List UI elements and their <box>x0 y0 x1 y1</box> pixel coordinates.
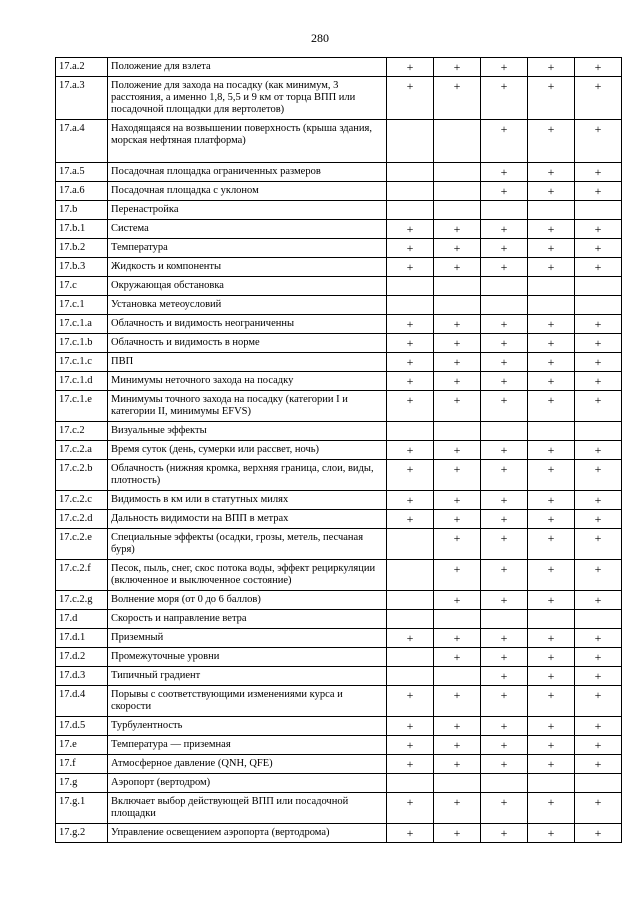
level-mark-5: + <box>575 667 622 686</box>
table-row <box>56 629 622 648</box>
table-row <box>56 686 622 717</box>
table-row <box>56 163 622 182</box>
level-mark-2: + <box>434 58 481 77</box>
row-code: 17.c.2.b <box>56 460 108 491</box>
level-mark-1 <box>387 120 434 163</box>
level-mark-1: + <box>387 736 434 755</box>
level-mark-2: + <box>434 717 481 736</box>
level-mark-2 <box>434 120 481 163</box>
level-mark-2 <box>434 774 481 793</box>
table-row <box>56 220 622 239</box>
level-mark-4: + <box>528 717 575 736</box>
level-mark-3: + <box>481 353 528 372</box>
level-mark-1: + <box>387 441 434 460</box>
level-mark-2: + <box>434 334 481 353</box>
level-mark-4: + <box>528 77 575 120</box>
level-mark-5: + <box>575 629 622 648</box>
table-row <box>56 441 622 460</box>
table-row <box>56 258 622 277</box>
row-code: 17.d.5 <box>56 717 108 736</box>
level-mark-4: + <box>528 793 575 824</box>
row-code: 17.c.2.g <box>56 591 108 610</box>
level-mark-3 <box>481 201 528 220</box>
level-mark-2: + <box>434 353 481 372</box>
row-description: Окружающая обстановка <box>108 277 387 296</box>
level-mark-3: + <box>481 182 528 201</box>
level-mark-3: + <box>481 372 528 391</box>
page-number: 280 <box>311 31 329 45</box>
level-mark-4: + <box>528 258 575 277</box>
row-description: Облачность (нижняя кромка, верхняя граница, слои, виды, плотность) <box>108 460 387 491</box>
row-description: Волнение моря (от 0 до 6 баллов) <box>108 591 387 610</box>
level-mark-2: + <box>434 686 481 717</box>
level-mark-5: + <box>575 353 622 372</box>
row-code: 17.b <box>56 201 108 220</box>
row-code: 17.b.3 <box>56 258 108 277</box>
level-mark-2: + <box>434 510 481 529</box>
table-row <box>56 491 622 510</box>
level-mark-3: + <box>481 824 528 843</box>
level-mark-2: + <box>434 77 481 120</box>
level-mark-2: + <box>434 220 481 239</box>
table-row <box>56 391 622 422</box>
level-mark-5: + <box>575 163 622 182</box>
row-code: 17.a.4 <box>56 120 108 163</box>
level-mark-2: + <box>434 648 481 667</box>
level-mark-1 <box>387 529 434 560</box>
row-code: 17.e <box>56 736 108 755</box>
level-mark-5: + <box>575 736 622 755</box>
row-code: 17.c.1.d <box>56 372 108 391</box>
table-row <box>56 591 622 610</box>
row-code: 17.c <box>56 277 108 296</box>
row-code: 17.d.4 <box>56 686 108 717</box>
level-mark-2: + <box>434 560 481 591</box>
row-description: Жидкость и компоненты <box>108 258 387 277</box>
level-mark-5: + <box>575 372 622 391</box>
row-description: ПВП <box>108 353 387 372</box>
level-mark-2: + <box>434 755 481 774</box>
row-description: Система <box>108 220 387 239</box>
table-row <box>56 460 622 491</box>
level-mark-1: + <box>387 315 434 334</box>
level-mark-1: + <box>387 824 434 843</box>
row-description: Специальные эффекты (осадки, грозы, метель, песчаная буря) <box>108 529 387 560</box>
row-description: Аэропорт (вертодром) <box>108 774 387 793</box>
table-row <box>56 793 622 824</box>
row-description: Температура — приземная <box>108 736 387 755</box>
row-description: Находящаяся на возвышении поверхность (крыша здания, морская нефтяная платформа) <box>108 120 387 163</box>
level-mark-3: + <box>481 258 528 277</box>
table-row <box>56 296 622 315</box>
level-mark-1: + <box>387 334 434 353</box>
row-description: Посадочная площадка ограниченных размеров <box>108 163 387 182</box>
table-row <box>56 529 622 560</box>
level-mark-2 <box>434 610 481 629</box>
table-row <box>56 120 622 163</box>
level-mark-2: + <box>434 239 481 258</box>
level-mark-3 <box>481 610 528 629</box>
table-row <box>56 372 622 391</box>
level-mark-1 <box>387 648 434 667</box>
level-mark-5: + <box>575 334 622 353</box>
level-mark-3: + <box>481 239 528 258</box>
row-code: 17.g.2 <box>56 824 108 843</box>
level-mark-2: + <box>434 391 481 422</box>
table-row <box>56 510 622 529</box>
row-code: 17.a.2 <box>56 58 108 77</box>
level-mark-4: + <box>528 529 575 560</box>
level-mark-1: + <box>387 258 434 277</box>
table-row <box>56 277 622 296</box>
level-mark-4: + <box>528 163 575 182</box>
level-mark-4 <box>528 296 575 315</box>
level-mark-3: + <box>481 667 528 686</box>
level-mark-2 <box>434 296 481 315</box>
level-mark-2 <box>434 163 481 182</box>
table-row <box>56 736 622 755</box>
level-mark-2 <box>434 667 481 686</box>
level-mark-2: + <box>434 491 481 510</box>
level-mark-1: + <box>387 755 434 774</box>
table-row <box>56 77 622 120</box>
level-mark-2: + <box>434 529 481 560</box>
table-row <box>56 717 622 736</box>
row-description: Приземный <box>108 629 387 648</box>
row-description: Турбулентность <box>108 717 387 736</box>
level-mark-1 <box>387 591 434 610</box>
level-mark-3: + <box>481 334 528 353</box>
level-mark-1: + <box>387 220 434 239</box>
level-mark-5: + <box>575 686 622 717</box>
row-description: Типичный градиент <box>108 667 387 686</box>
level-mark-3: + <box>481 591 528 610</box>
level-mark-2: + <box>434 441 481 460</box>
level-mark-4: + <box>528 391 575 422</box>
table-row <box>56 755 622 774</box>
level-mark-1: + <box>387 686 434 717</box>
level-mark-3: + <box>481 163 528 182</box>
level-mark-1: + <box>387 460 434 491</box>
level-mark-3: + <box>481 755 528 774</box>
row-code: 17.a.6 <box>56 182 108 201</box>
row-code: 17.c.2.f <box>56 560 108 591</box>
row-code: 17.g <box>56 774 108 793</box>
requirements-table <box>55 57 622 843</box>
row-code: 17.b.2 <box>56 239 108 258</box>
level-mark-4: + <box>528 560 575 591</box>
level-mark-1: + <box>387 77 434 120</box>
level-mark-1: + <box>387 491 434 510</box>
level-mark-2: + <box>434 315 481 334</box>
level-mark-5: + <box>575 755 622 774</box>
level-mark-4: + <box>528 824 575 843</box>
table-row <box>56 315 622 334</box>
level-mark-4: + <box>528 755 575 774</box>
row-code: 17.c.2.a <box>56 441 108 460</box>
level-mark-2: + <box>434 736 481 755</box>
table-row <box>56 774 622 793</box>
level-mark-5: + <box>575 315 622 334</box>
level-mark-4: + <box>528 120 575 163</box>
table-row <box>56 610 622 629</box>
level-mark-3: + <box>481 491 528 510</box>
level-mark-1: + <box>387 58 434 77</box>
level-mark-1 <box>387 560 434 591</box>
level-mark-5: + <box>575 258 622 277</box>
level-mark-5: + <box>575 793 622 824</box>
level-mark-5: + <box>575 460 622 491</box>
level-mark-1 <box>387 182 434 201</box>
level-mark-3: + <box>481 560 528 591</box>
level-mark-4: + <box>528 460 575 491</box>
table-row <box>56 560 622 591</box>
row-description: Облачность и видимость неограниченны <box>108 315 387 334</box>
level-mark-1 <box>387 422 434 441</box>
level-mark-4: + <box>528 182 575 201</box>
row-description: Промежуточные уровни <box>108 648 387 667</box>
level-mark-3: + <box>481 77 528 120</box>
row-code: 17.d <box>56 610 108 629</box>
level-mark-5: + <box>575 182 622 201</box>
level-mark-3: + <box>481 686 528 717</box>
level-mark-3 <box>481 277 528 296</box>
row-code: 17.c.2.c <box>56 491 108 510</box>
row-code: 17.c.1.b <box>56 334 108 353</box>
row-description: Песок, пыль, снег, скос потока воды, эффект рециркуляции (включенное и выключенное состояние) <box>108 560 387 591</box>
row-code: 17.c.1.e <box>56 391 108 422</box>
level-mark-4: + <box>528 239 575 258</box>
level-mark-1: + <box>387 793 434 824</box>
level-mark-1: + <box>387 510 434 529</box>
table-row <box>56 353 622 372</box>
table-body <box>56 58 622 843</box>
level-mark-3 <box>481 422 528 441</box>
table-row <box>56 824 622 843</box>
level-mark-1: + <box>387 717 434 736</box>
row-description: Посадочная площадка с уклоном <box>108 182 387 201</box>
table-row <box>56 201 622 220</box>
row-description: Положение для захода на посадку (как минимум, 3 расстояния, а именно 1,8, 5,5 и 9 км от торца ВПП или посадочной площадки для вертолетов) <box>108 77 387 120</box>
level-mark-5: + <box>575 824 622 843</box>
level-mark-2: + <box>434 460 481 491</box>
row-code: 17.c.2 <box>56 422 108 441</box>
row-description: Скорость и направление ветра <box>108 610 387 629</box>
level-mark-4: + <box>528 441 575 460</box>
level-mark-3: + <box>481 120 528 163</box>
row-description: Дальность видимости на ВПП в метрах <box>108 510 387 529</box>
row-description: Облачность и видимость в норме <box>108 334 387 353</box>
level-mark-1: + <box>387 239 434 258</box>
row-description: Видимость в км или в статутных милях <box>108 491 387 510</box>
level-mark-3: + <box>481 441 528 460</box>
row-description: Положение для взлета <box>108 58 387 77</box>
level-mark-2: + <box>434 793 481 824</box>
row-description: Визуальные эффекты <box>108 422 387 441</box>
level-mark-4: + <box>528 736 575 755</box>
level-mark-2 <box>434 277 481 296</box>
level-mark-4: + <box>528 629 575 648</box>
level-mark-5 <box>575 296 622 315</box>
level-mark-1 <box>387 277 434 296</box>
level-mark-2: + <box>434 372 481 391</box>
level-mark-5: + <box>575 391 622 422</box>
table-row <box>56 334 622 353</box>
level-mark-4 <box>528 277 575 296</box>
row-description: Минимумы точного захода на посадку (категории I и категории II, минимумы EFVS) <box>108 391 387 422</box>
row-code: 17.g.1 <box>56 793 108 824</box>
level-mark-2: + <box>434 591 481 610</box>
level-mark-4 <box>528 610 575 629</box>
level-mark-4: + <box>528 353 575 372</box>
level-mark-2: + <box>434 258 481 277</box>
row-code: 17.c.2.d <box>56 510 108 529</box>
level-mark-4: + <box>528 315 575 334</box>
level-mark-3 <box>481 774 528 793</box>
level-mark-3: + <box>481 529 528 560</box>
level-mark-3 <box>481 296 528 315</box>
level-mark-3: + <box>481 629 528 648</box>
row-code: 17.d.2 <box>56 648 108 667</box>
row-code: 17.c.1 <box>56 296 108 315</box>
row-description: Включает выбор действующей ВПП или посадочной площадки <box>108 793 387 824</box>
level-mark-4: + <box>528 372 575 391</box>
level-mark-4: + <box>528 510 575 529</box>
level-mark-4: + <box>528 667 575 686</box>
level-mark-3: + <box>481 391 528 422</box>
level-mark-5: + <box>575 529 622 560</box>
level-mark-2 <box>434 182 481 201</box>
table-row <box>56 239 622 258</box>
level-mark-3: + <box>481 793 528 824</box>
level-mark-5: + <box>575 591 622 610</box>
table-row <box>56 648 622 667</box>
level-mark-4: + <box>528 491 575 510</box>
level-mark-1 <box>387 667 434 686</box>
level-mark-2: + <box>434 629 481 648</box>
level-mark-1: + <box>387 353 434 372</box>
level-mark-5: + <box>575 491 622 510</box>
row-description: Температура <box>108 239 387 258</box>
row-description: Установка метеоусловий <box>108 296 387 315</box>
level-mark-4: + <box>528 686 575 717</box>
level-mark-4: + <box>528 58 575 77</box>
row-code: 17.d.1 <box>56 629 108 648</box>
level-mark-1: + <box>387 629 434 648</box>
row-code: 17.f <box>56 755 108 774</box>
level-mark-3: + <box>481 58 528 77</box>
level-mark-5: + <box>575 560 622 591</box>
level-mark-3: + <box>481 648 528 667</box>
level-mark-1 <box>387 774 434 793</box>
level-mark-5: + <box>575 648 622 667</box>
level-mark-5 <box>575 277 622 296</box>
level-mark-3: + <box>481 510 528 529</box>
level-mark-1 <box>387 201 434 220</box>
level-mark-5: + <box>575 58 622 77</box>
row-code: 17.b.1 <box>56 220 108 239</box>
level-mark-5 <box>575 201 622 220</box>
row-description: Атмосферное давление (QNH, QFE) <box>108 755 387 774</box>
row-code: 17.c.1.c <box>56 353 108 372</box>
table-row <box>56 182 622 201</box>
level-mark-3: + <box>481 460 528 491</box>
level-mark-1 <box>387 163 434 182</box>
row-code: 17.d.3 <box>56 667 108 686</box>
level-mark-4: + <box>528 648 575 667</box>
level-mark-4: + <box>528 334 575 353</box>
row-description: Управление освещением аэропорта (вертодрома) <box>108 824 387 843</box>
level-mark-1: + <box>387 391 434 422</box>
row-code: 17.a.5 <box>56 163 108 182</box>
level-mark-2 <box>434 201 481 220</box>
level-mark-3: + <box>481 717 528 736</box>
level-mark-4 <box>528 201 575 220</box>
level-mark-1: + <box>387 372 434 391</box>
level-mark-5: + <box>575 239 622 258</box>
level-mark-1 <box>387 610 434 629</box>
level-mark-5: + <box>575 220 622 239</box>
level-mark-2: + <box>434 824 481 843</box>
level-mark-2 <box>434 422 481 441</box>
level-mark-3: + <box>481 220 528 239</box>
level-mark-4: + <box>528 220 575 239</box>
level-mark-5 <box>575 610 622 629</box>
row-description: Порывы с соответствующими изменениями курса и скорости <box>108 686 387 717</box>
level-mark-1 <box>387 296 434 315</box>
level-mark-5: + <box>575 120 622 163</box>
row-description: Перенастройка <box>108 201 387 220</box>
level-mark-4: + <box>528 591 575 610</box>
level-mark-5 <box>575 422 622 441</box>
level-mark-3: + <box>481 315 528 334</box>
level-mark-5: + <box>575 510 622 529</box>
table-row <box>56 667 622 686</box>
table-row <box>56 58 622 77</box>
level-mark-5: + <box>575 717 622 736</box>
level-mark-5: + <box>575 77 622 120</box>
level-mark-5 <box>575 774 622 793</box>
row-description: Время суток (день, сумерки или рассвет, ночь) <box>108 441 387 460</box>
row-description: Минимумы неточного захода на посадку <box>108 372 387 391</box>
level-mark-3: + <box>481 736 528 755</box>
row-code: 17.a.3 <box>56 77 108 120</box>
level-mark-4 <box>528 422 575 441</box>
row-code: 17.c.2.e <box>56 529 108 560</box>
row-code: 17.c.1.a <box>56 315 108 334</box>
table-row <box>56 422 622 441</box>
level-mark-5: + <box>575 441 622 460</box>
level-mark-4 <box>528 774 575 793</box>
